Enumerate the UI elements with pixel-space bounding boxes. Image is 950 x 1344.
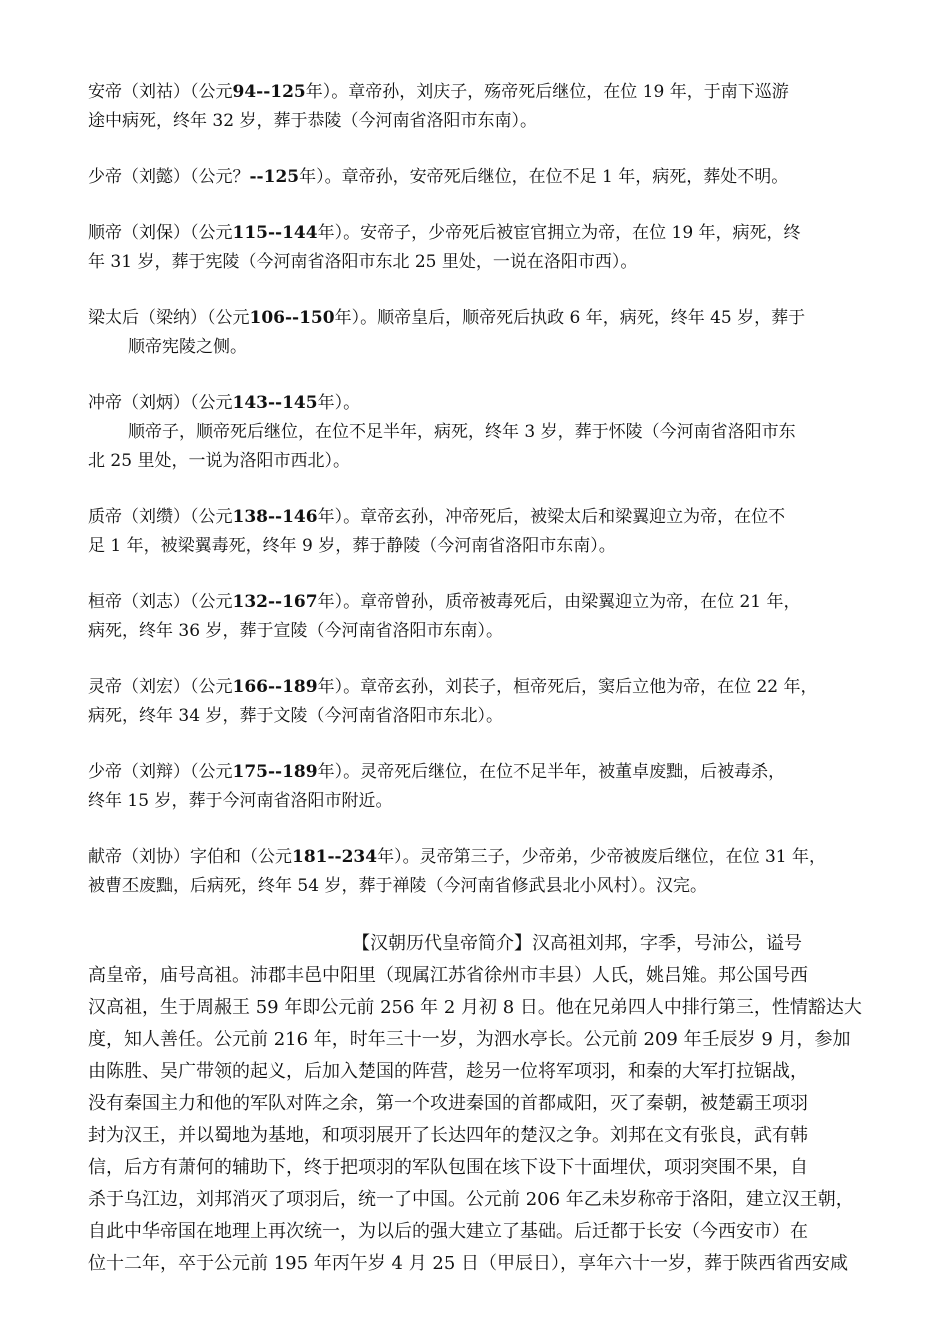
entry-text: 安帝（刘祜）（公元	[88, 82, 233, 102]
entry-years: 143--145	[232, 393, 318, 413]
entry-text: 顺帝（刘保）（公元	[88, 223, 233, 243]
entry-years: 115--144	[232, 223, 318, 243]
entry-line: 顺帝宪陵之侧。	[128, 337, 247, 357]
intro-line: 信，后方有萧何的辅助下，终于把项羽的军队包围在垓下设下十面埋伏，项羽突围不果，自	[88, 1157, 808, 1178]
entry-text: 灵帝（刘宏）（公元	[88, 677, 233, 697]
emperor-entry-an-di	[88, 78, 888, 136]
emperor-entry-liang-taihou	[88, 304, 888, 362]
entry-line: 顺帝子，顺帝死后继位，在位不足半年，病死，终年 3 岁，葬于怀陵（今河南省洛阳市东	[128, 422, 796, 442]
entry-years: --125	[249, 167, 300, 187]
entry-line	[88, 219, 888, 248]
entry-text: 年）。安帝子，少帝死后被宦官拥立为帝，在位 19 年，病死，终	[317, 223, 801, 243]
intro-line: 【汉朝历代皇帝简介】汉高祖刘邦，字季，号沛公，谥号	[352, 933, 802, 954]
emperor-entry-zhi-di	[88, 503, 888, 561]
entry-text: 年）。章帝玄孙，刘苌子，桓帝死后，窦后立他为帝，在位 22 年，	[317, 677, 818, 697]
entry-line	[88, 588, 888, 617]
intro-line: 自此中华帝国在地理上再次统一，为以后的强大建立了基础。后迁都于长安（今西安市）在	[88, 1221, 808, 1242]
entry-years: 175--189	[232, 762, 318, 782]
entry-text: 冲帝（刘炳）（公元	[88, 393, 233, 413]
emperor-entry-xian-di	[88, 843, 888, 901]
emperor-entry-ling-di	[88, 673, 888, 731]
entry-text: 年）。章帝孙，刘庆子，殇帝死后继位，在位 19 年，于南下巡游	[305, 82, 789, 102]
document-page	[88, 78, 888, 1280]
emperor-entry-shun-di	[88, 219, 888, 277]
entry-line: 足 1 年，被梁翼毒死，终年 9 岁，葬于静陵（今河南省洛阳市东南）。	[88, 536, 616, 556]
intro-line: 汉高祖，生于周赧王 59 年即公元前 256 年 2 月初 8 日。他在兄弟四人中排行第三，性情豁达大	[88, 997, 862, 1018]
entry-text: 年）。灵帝死后继位，在位不足半年，被董卓废黜，后被毒杀，	[317, 762, 786, 782]
entry-text: 年）。灵帝第三子，少帝弟，少帝被废后继位，在位 31 年，	[377, 847, 827, 867]
entry-text: 少帝（刘懿）（公元？	[88, 167, 250, 187]
entry-line: 终年 15 岁，葬于今河南省洛阳市附近。	[88, 791, 393, 811]
entry-line	[88, 758, 888, 787]
entry-text: 献帝（刘协）字伯和（公元	[88, 847, 292, 867]
entry-line: 病死，终年 34 岁，葬于文陵（今河南省洛阳市东北）。	[88, 706, 503, 726]
han-dynasty-intro	[88, 928, 888, 1280]
entry-line	[88, 843, 888, 872]
entry-years: 166--189	[232, 677, 318, 697]
entry-line	[88, 163, 888, 192]
intro-line: 没有秦国主力和他的军队对阵之余，第一个攻进秦国的首都咸阳，灭了秦朝，被楚霸王项羽	[88, 1093, 808, 1114]
entry-text: 年）。章帝玄孙，冲帝死后，被梁太后和梁翼迎立为帝，在位不	[317, 507, 786, 527]
emperor-entry-huan-di	[88, 588, 888, 646]
intro-line: 杀于乌江边，刘邦消灭了项羽后，统一了中国。公元前 206 年乙未岁称帝于洛阳，建立汉王朝，	[88, 1189, 854, 1210]
entry-line	[88, 78, 888, 107]
entry-text: 梁太后（梁纳）（公元	[88, 308, 250, 328]
entry-line	[88, 673, 888, 702]
emperor-entry-chong-di	[88, 389, 888, 476]
entry-line: 年 31 岁，葬于宪陵（今河南省洛阳市东北 25 里处，一说在洛阳市西）。	[88, 252, 638, 272]
entry-text: 年）。章帝孙，安帝死后继位，在位不足 1 年，病死，葬处不明。	[299, 167, 789, 187]
entry-line	[88, 304, 888, 333]
entry-line	[88, 389, 888, 418]
entry-text: 年）。顺帝皇后，顺帝死后执政 6 年，病死，终年 45 岁，葬于	[334, 308, 806, 328]
entry-line: 病死，终年 36 岁，葬于宣陵（今河南省洛阳市东南）。	[88, 621, 503, 641]
emperor-entry-shao-di-1	[88, 163, 888, 192]
entry-years: 106--150	[249, 308, 335, 328]
entry-line: 北 25 里处，一说为洛阳市西北）。	[88, 451, 350, 471]
intro-line: 封为汉王，并以蜀地为基地，和项羽展开了长达四年的楚汉之争。刘邦在文有张良，武有韩	[88, 1125, 808, 1146]
intro-line: 度，知人善任。公元前 216 年，时年三十一岁，为泗水亭长。公元前 209 年壬辰岁 9 月，参加	[88, 1029, 851, 1050]
intro-line: 位十二年，卒于公元前 195 年丙午岁 4 月 25 日（甲辰日），享年六十一岁，葬于陕西省西安咸	[88, 1253, 849, 1274]
entry-years: 94--125	[232, 82, 306, 102]
entry-line	[88, 503, 888, 532]
intro-line: 由陈胜、吴广带领的起义，后加入楚国的阵营，趁另一位将军项羽，和秦的大军打拉锯战，	[88, 1061, 808, 1082]
intro-line: 高皇帝，庙号高祖。沛郡丰邑中阳里（现属江苏省徐州市丰县）人氏，姚吕雉。邦公国号西	[88, 965, 808, 986]
entry-years: 181--234	[292, 847, 378, 867]
entry-line: 途中病死，终年 32 岁，葬于恭陵（今河南省洛阳市东南）。	[88, 111, 537, 131]
entry-text: 年）。	[317, 393, 361, 413]
entry-text: 质帝（刘缵）（公元	[88, 507, 233, 527]
entry-text: 少帝（刘辩）（公元	[88, 762, 233, 782]
entry-line: 被曹丕废黜，后病死，终年 54 岁，葬于禅陵（今河南省修武县北小风村）。汉完。	[88, 876, 707, 896]
entry-text: 桓帝（刘志）（公元	[88, 592, 233, 612]
entry-years: 138--146	[232, 507, 318, 527]
entry-text: 年）。章帝曾孙，质帝被毒死后，由梁翼迎立为帝，在位 21 年，	[317, 592, 801, 612]
entry-years: 132--167	[232, 592, 318, 612]
emperor-entry-shao-di-2	[88, 758, 888, 816]
